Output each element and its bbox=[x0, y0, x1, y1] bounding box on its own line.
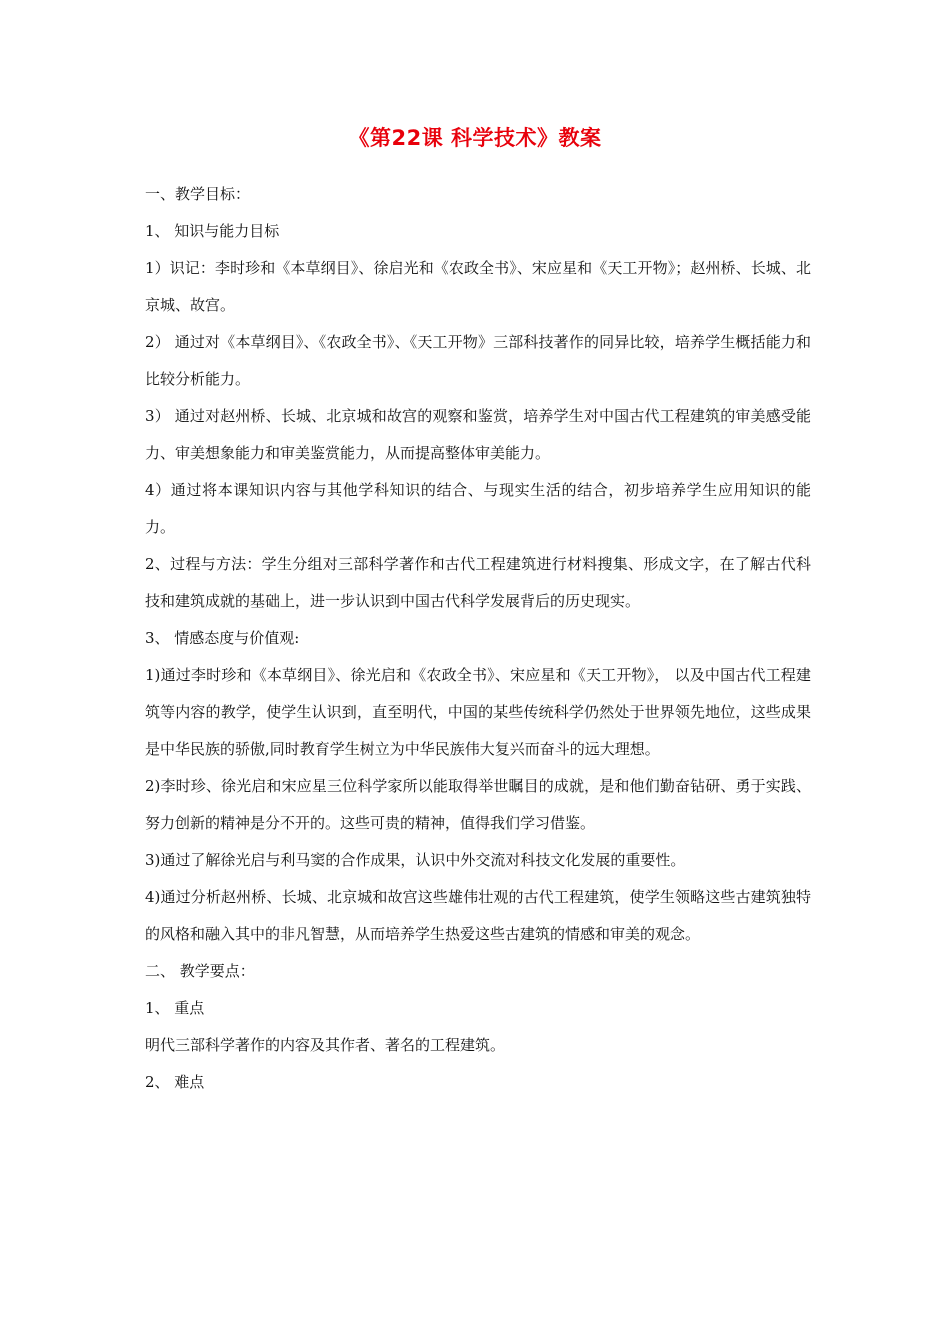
section-heading-objectives: 一、教学目标： bbox=[145, 185, 251, 203]
paragraph-integration: 4）通过将本课知识内容与其他学科知识的结合、与现实生活的结合，初步培养学生应用知识的能力。 bbox=[145, 481, 811, 536]
paragraph-emotion-4: 4)通过分析赵州桥、长城、北京城和故宫这些雄伟壮观的古代工程建筑，使学生领略这些古建筑独特的风格和融入其中的非凡智慧，从而培养学生热爱这些古建筑的情感和审美的观念。 bbox=[145, 888, 811, 943]
document-body bbox=[145, 176, 811, 1101]
paragraph-compare-works: 2） 通过对《本草纲目》、《农政全书》、《天工开物》三部科技著作的同异比较，培养学生概括能力和比较分析能力。 bbox=[145, 333, 811, 388]
paragraph-emotion-1: 1)通过李时珍和《本草纲目》、徐光启和《农政全书》、宋应星和《天工开物》， 以及中国古代工程建筑等内容的教学，使学生认识到，直至明代，中国的某些传统科学仍然处于世界领先地位，这些成果是中华民族的骄傲,同时教育学生树立为中华民族伟大复兴而奋斗的远大理想。 bbox=[145, 666, 811, 758]
paragraph-identify: 1）识记：李时珍和《本草纲目》、徐启光和《农政全书》、宋应星和《天工开物》；赵州桥、长城、北京城、故宫。 bbox=[145, 259, 811, 314]
subheading-difficulty: 2、 难点 bbox=[145, 1073, 205, 1091]
subheading-emotion-values: 3、 情感态度与价值观: bbox=[145, 629, 300, 647]
subheading-focus: 1、 重点 bbox=[145, 999, 205, 1017]
paragraph-emotion-2: 2)李时珍、徐光启和宋应星三位科学家所以能取得举世瞩目的成就，是和他们勤奋钻研、勇于实践、努力创新的精神是分不开的。这些可贵的精神，值得我们学习借鉴。 bbox=[145, 777, 811, 832]
document-title: 《第22课 科学技术》教案 bbox=[348, 126, 602, 150]
paragraph-appreciation: 3） 通过对赵州桥、长城、北京城和故宫的观察和鉴赏，培养学生对中国古代工程建筑的审美感受能力、审美想象能力和审美鉴赏能力，从而提高整体审美能力。 bbox=[145, 407, 811, 462]
paragraph-process-method: 2、过程与方法：学生分组对三部科学著作和古代工程建筑进行材料搜集、形成文字，在了解古代科技和建筑成就的基础上，进一步认识到中国古代科学发展背后的历史现实。 bbox=[145, 555, 811, 610]
paragraph-emotion-3: 3)通过了解徐光启与利马窦的合作成果，认识中外交流对科技文化发展的重要性。 bbox=[145, 851, 686, 869]
subheading-knowledge-ability: 1、 知识与能力目标 bbox=[145, 222, 280, 240]
paragraph-focus: 明代三部科学著作的内容及其作者、著名的工程建筑。 bbox=[145, 1036, 506, 1054]
section-heading-key-points: 二、 教学要点： bbox=[145, 962, 255, 980]
